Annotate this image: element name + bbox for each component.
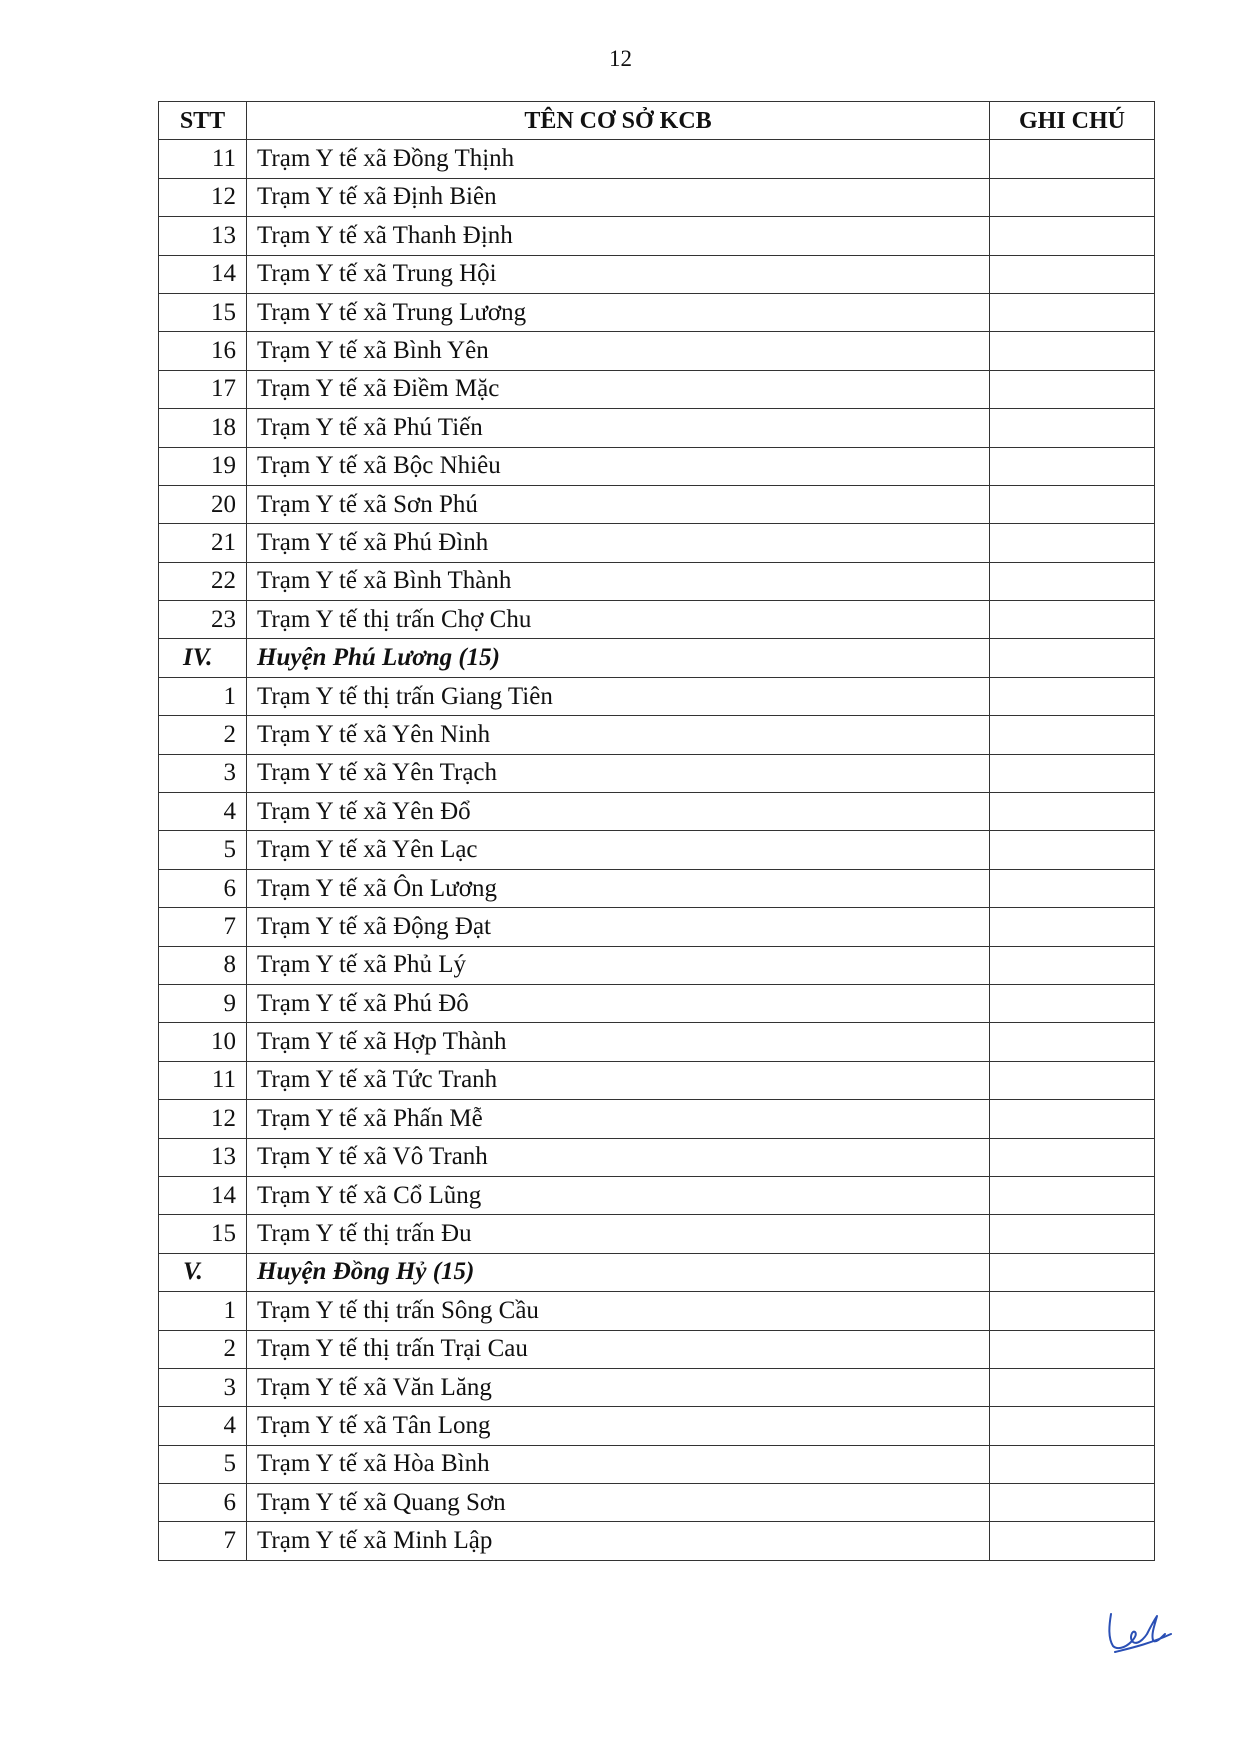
row-stt: 11 bbox=[159, 140, 247, 178]
row-note bbox=[990, 1368, 1155, 1406]
row-stt: 14 bbox=[159, 1176, 247, 1214]
facility-name: Trạm Y tế xã Yên Ninh bbox=[247, 716, 990, 754]
facility-name: Trạm Y tế xã Ôn Lương bbox=[247, 869, 990, 907]
row-note bbox=[990, 1138, 1155, 1176]
header-facility-name: TÊN CƠ SỞ KCB bbox=[247, 102, 990, 140]
table-row bbox=[159, 293, 1155, 331]
facility-name: Trạm Y tế xã Quang Sơn bbox=[247, 1484, 990, 1522]
table-row bbox=[159, 178, 1155, 216]
row-stt: V. bbox=[159, 1253, 247, 1291]
row-note bbox=[990, 1407, 1155, 1445]
row-stt: 14 bbox=[159, 255, 247, 293]
facility-name: Trạm Y tế xã Yên Đổ bbox=[247, 793, 990, 831]
table-section-row bbox=[159, 1253, 1155, 1291]
row-note bbox=[990, 255, 1155, 293]
facility-name: Trạm Y tế xã Bộc Nhiêu bbox=[247, 447, 990, 485]
row-note bbox=[990, 601, 1155, 639]
table-row bbox=[159, 409, 1155, 447]
facility-name: Trạm Y tế xã Vô Tranh bbox=[247, 1138, 990, 1176]
facility-name: Trạm Y tế xã Tức Tranh bbox=[247, 1061, 990, 1099]
row-note bbox=[990, 409, 1155, 447]
section-title: Huyện Đồng Hỷ (15) bbox=[247, 1253, 990, 1291]
row-note bbox=[990, 869, 1155, 907]
row-stt: 12 bbox=[159, 178, 247, 216]
table-row bbox=[159, 370, 1155, 408]
row-stt: 4 bbox=[159, 1407, 247, 1445]
facility-name: Trạm Y tế xã Đồng Thịnh bbox=[247, 140, 990, 178]
table-row bbox=[159, 1176, 1155, 1214]
table-row bbox=[159, 1407, 1155, 1445]
table-row bbox=[159, 1522, 1155, 1560]
row-stt: 13 bbox=[159, 1138, 247, 1176]
table-row bbox=[159, 754, 1155, 792]
row-stt: 23 bbox=[159, 601, 247, 639]
row-stt: 3 bbox=[159, 754, 247, 792]
table-row bbox=[159, 908, 1155, 946]
table-row bbox=[159, 1023, 1155, 1061]
facility-name: Trạm Y tế xã Tân Long bbox=[247, 1407, 990, 1445]
row-note bbox=[990, 1176, 1155, 1214]
table-row bbox=[159, 1061, 1155, 1099]
row-note bbox=[990, 1330, 1155, 1368]
table-row bbox=[159, 217, 1155, 255]
table-row bbox=[159, 485, 1155, 523]
page-number: 12 bbox=[609, 46, 632, 71]
facility-name: Trạm Y tế xã Cổ Lũng bbox=[247, 1176, 990, 1214]
row-note bbox=[990, 140, 1155, 178]
row-stt: 22 bbox=[159, 562, 247, 600]
row-note bbox=[990, 1061, 1155, 1099]
row-note bbox=[990, 447, 1155, 485]
facility-name: Trạm Y tế xã Trung Lương bbox=[247, 293, 990, 331]
row-stt: 9 bbox=[159, 984, 247, 1022]
facility-name: Trạm Y tế xã Động Đạt bbox=[247, 908, 990, 946]
table-row bbox=[159, 140, 1155, 178]
row-stt: 17 bbox=[159, 370, 247, 408]
table-body bbox=[159, 140, 1155, 1560]
row-note bbox=[990, 793, 1155, 831]
row-stt: 3 bbox=[159, 1368, 247, 1406]
row-stt: 1 bbox=[159, 1292, 247, 1330]
row-stt: 15 bbox=[159, 293, 247, 331]
row-note bbox=[990, 908, 1155, 946]
facility-name: Trạm Y tế xã Văn Lăng bbox=[247, 1368, 990, 1406]
table-row bbox=[159, 562, 1155, 600]
row-stt: 7 bbox=[159, 908, 247, 946]
row-note bbox=[990, 1484, 1155, 1522]
row-stt: 18 bbox=[159, 409, 247, 447]
table-row bbox=[159, 1292, 1155, 1330]
facility-name: Trạm Y tế xã Hợp Thành bbox=[247, 1023, 990, 1061]
row-note bbox=[990, 1023, 1155, 1061]
facility-name: Trạm Y tế xã Bình Yên bbox=[247, 332, 990, 370]
facility-name: Trạm Y tế thị trấn Chợ Chu bbox=[247, 601, 990, 639]
facility-name: Trạm Y tế xã Định Biên bbox=[247, 178, 990, 216]
row-note bbox=[990, 485, 1155, 523]
table-row bbox=[159, 1100, 1155, 1138]
row-stt: 11 bbox=[159, 1061, 247, 1099]
signature-mark bbox=[1105, 1608, 1175, 1660]
row-note bbox=[990, 293, 1155, 331]
row-note bbox=[990, 217, 1155, 255]
table-row bbox=[159, 716, 1155, 754]
row-stt: 13 bbox=[159, 217, 247, 255]
facility-name: Trạm Y tế xã Bình Thành bbox=[247, 562, 990, 600]
row-stt: 15 bbox=[159, 1215, 247, 1253]
table-row bbox=[159, 524, 1155, 562]
row-note bbox=[990, 1292, 1155, 1330]
table-row bbox=[159, 869, 1155, 907]
row-stt: 10 bbox=[159, 1023, 247, 1061]
row-note bbox=[990, 1100, 1155, 1138]
facility-name: Trạm Y tế thị trấn Đu bbox=[247, 1215, 990, 1253]
facility-name: Trạm Y tế thị trấn Trại Cau bbox=[247, 1330, 990, 1368]
table-row bbox=[159, 447, 1155, 485]
table-row bbox=[159, 1368, 1155, 1406]
facility-name: Trạm Y tế xã Yên Trạch bbox=[247, 754, 990, 792]
facility-name: Trạm Y tế xã Sơn Phú bbox=[247, 485, 990, 523]
row-stt: 2 bbox=[159, 1330, 247, 1368]
row-note bbox=[990, 1215, 1155, 1253]
row-note bbox=[990, 1445, 1155, 1483]
row-note bbox=[990, 1522, 1155, 1560]
facility-name: Trạm Y tế thị trấn Sông Cầu bbox=[247, 1292, 990, 1330]
table-row bbox=[159, 601, 1155, 639]
facility-name: Trạm Y tế xã Thanh Định bbox=[247, 217, 990, 255]
facility-name: Trạm Y tế xã Phú Tiến bbox=[247, 409, 990, 447]
facility-name: Trạm Y tế xã Trung Hội bbox=[247, 255, 990, 293]
row-note bbox=[990, 754, 1155, 792]
row-note bbox=[990, 831, 1155, 869]
row-note bbox=[990, 677, 1155, 715]
row-stt: 6 bbox=[159, 1484, 247, 1522]
table-row bbox=[159, 946, 1155, 984]
table-row bbox=[159, 831, 1155, 869]
facility-name: Trạm Y tế xã Yên Lạc bbox=[247, 831, 990, 869]
header-stt: STT bbox=[159, 102, 247, 140]
row-stt: 7 bbox=[159, 1522, 247, 1560]
row-note bbox=[990, 332, 1155, 370]
row-note bbox=[990, 946, 1155, 984]
row-stt: 8 bbox=[159, 946, 247, 984]
row-stt: 2 bbox=[159, 716, 247, 754]
table-row bbox=[159, 332, 1155, 370]
row-note bbox=[990, 562, 1155, 600]
row-stt: 5 bbox=[159, 831, 247, 869]
table-row bbox=[159, 1215, 1155, 1253]
row-note bbox=[990, 1253, 1155, 1291]
row-stt: 12 bbox=[159, 1100, 247, 1138]
table-row bbox=[159, 677, 1155, 715]
row-note bbox=[990, 984, 1155, 1022]
row-note bbox=[990, 178, 1155, 216]
row-note bbox=[990, 524, 1155, 562]
row-stt: 4 bbox=[159, 793, 247, 831]
facility-table bbox=[158, 101, 1155, 1561]
facility-name: Trạm Y tế xã Phủ Lý bbox=[247, 946, 990, 984]
table-row bbox=[159, 1330, 1155, 1368]
row-stt: 20 bbox=[159, 485, 247, 523]
row-note bbox=[990, 370, 1155, 408]
section-title: Huyện Phú Lương (15) bbox=[247, 639, 990, 677]
row-stt: 1 bbox=[159, 677, 247, 715]
facility-name: Trạm Y tế xã Hòa Bình bbox=[247, 1445, 990, 1483]
row-note bbox=[990, 639, 1155, 677]
row-note bbox=[990, 716, 1155, 754]
table-row bbox=[159, 255, 1155, 293]
table-row bbox=[159, 1445, 1155, 1483]
table-header-row bbox=[159, 102, 1155, 140]
table-row bbox=[159, 984, 1155, 1022]
table-row bbox=[159, 1138, 1155, 1176]
facility-name: Trạm Y tế xã Minh Lập bbox=[247, 1522, 990, 1560]
table-row bbox=[159, 793, 1155, 831]
facility-name: Trạm Y tế xã Phú Đình bbox=[247, 524, 990, 562]
facility-name: Trạm Y tế xã Điềm Mặc bbox=[247, 370, 990, 408]
table-section-row bbox=[159, 639, 1155, 677]
header-note: GHI CHÚ bbox=[990, 102, 1155, 140]
facility-name: Trạm Y tế xã Phấn Mễ bbox=[247, 1100, 990, 1138]
row-stt: 16 bbox=[159, 332, 247, 370]
row-stt: 5 bbox=[159, 1445, 247, 1483]
facility-name: Trạm Y tế xã Phú Đô bbox=[247, 984, 990, 1022]
table-row bbox=[159, 1484, 1155, 1522]
row-stt: 21 bbox=[159, 524, 247, 562]
row-stt: IV. bbox=[159, 639, 247, 677]
row-stt: 6 bbox=[159, 869, 247, 907]
row-stt: 19 bbox=[159, 447, 247, 485]
facility-name: Trạm Y tế thị trấn Giang Tiên bbox=[247, 677, 990, 715]
